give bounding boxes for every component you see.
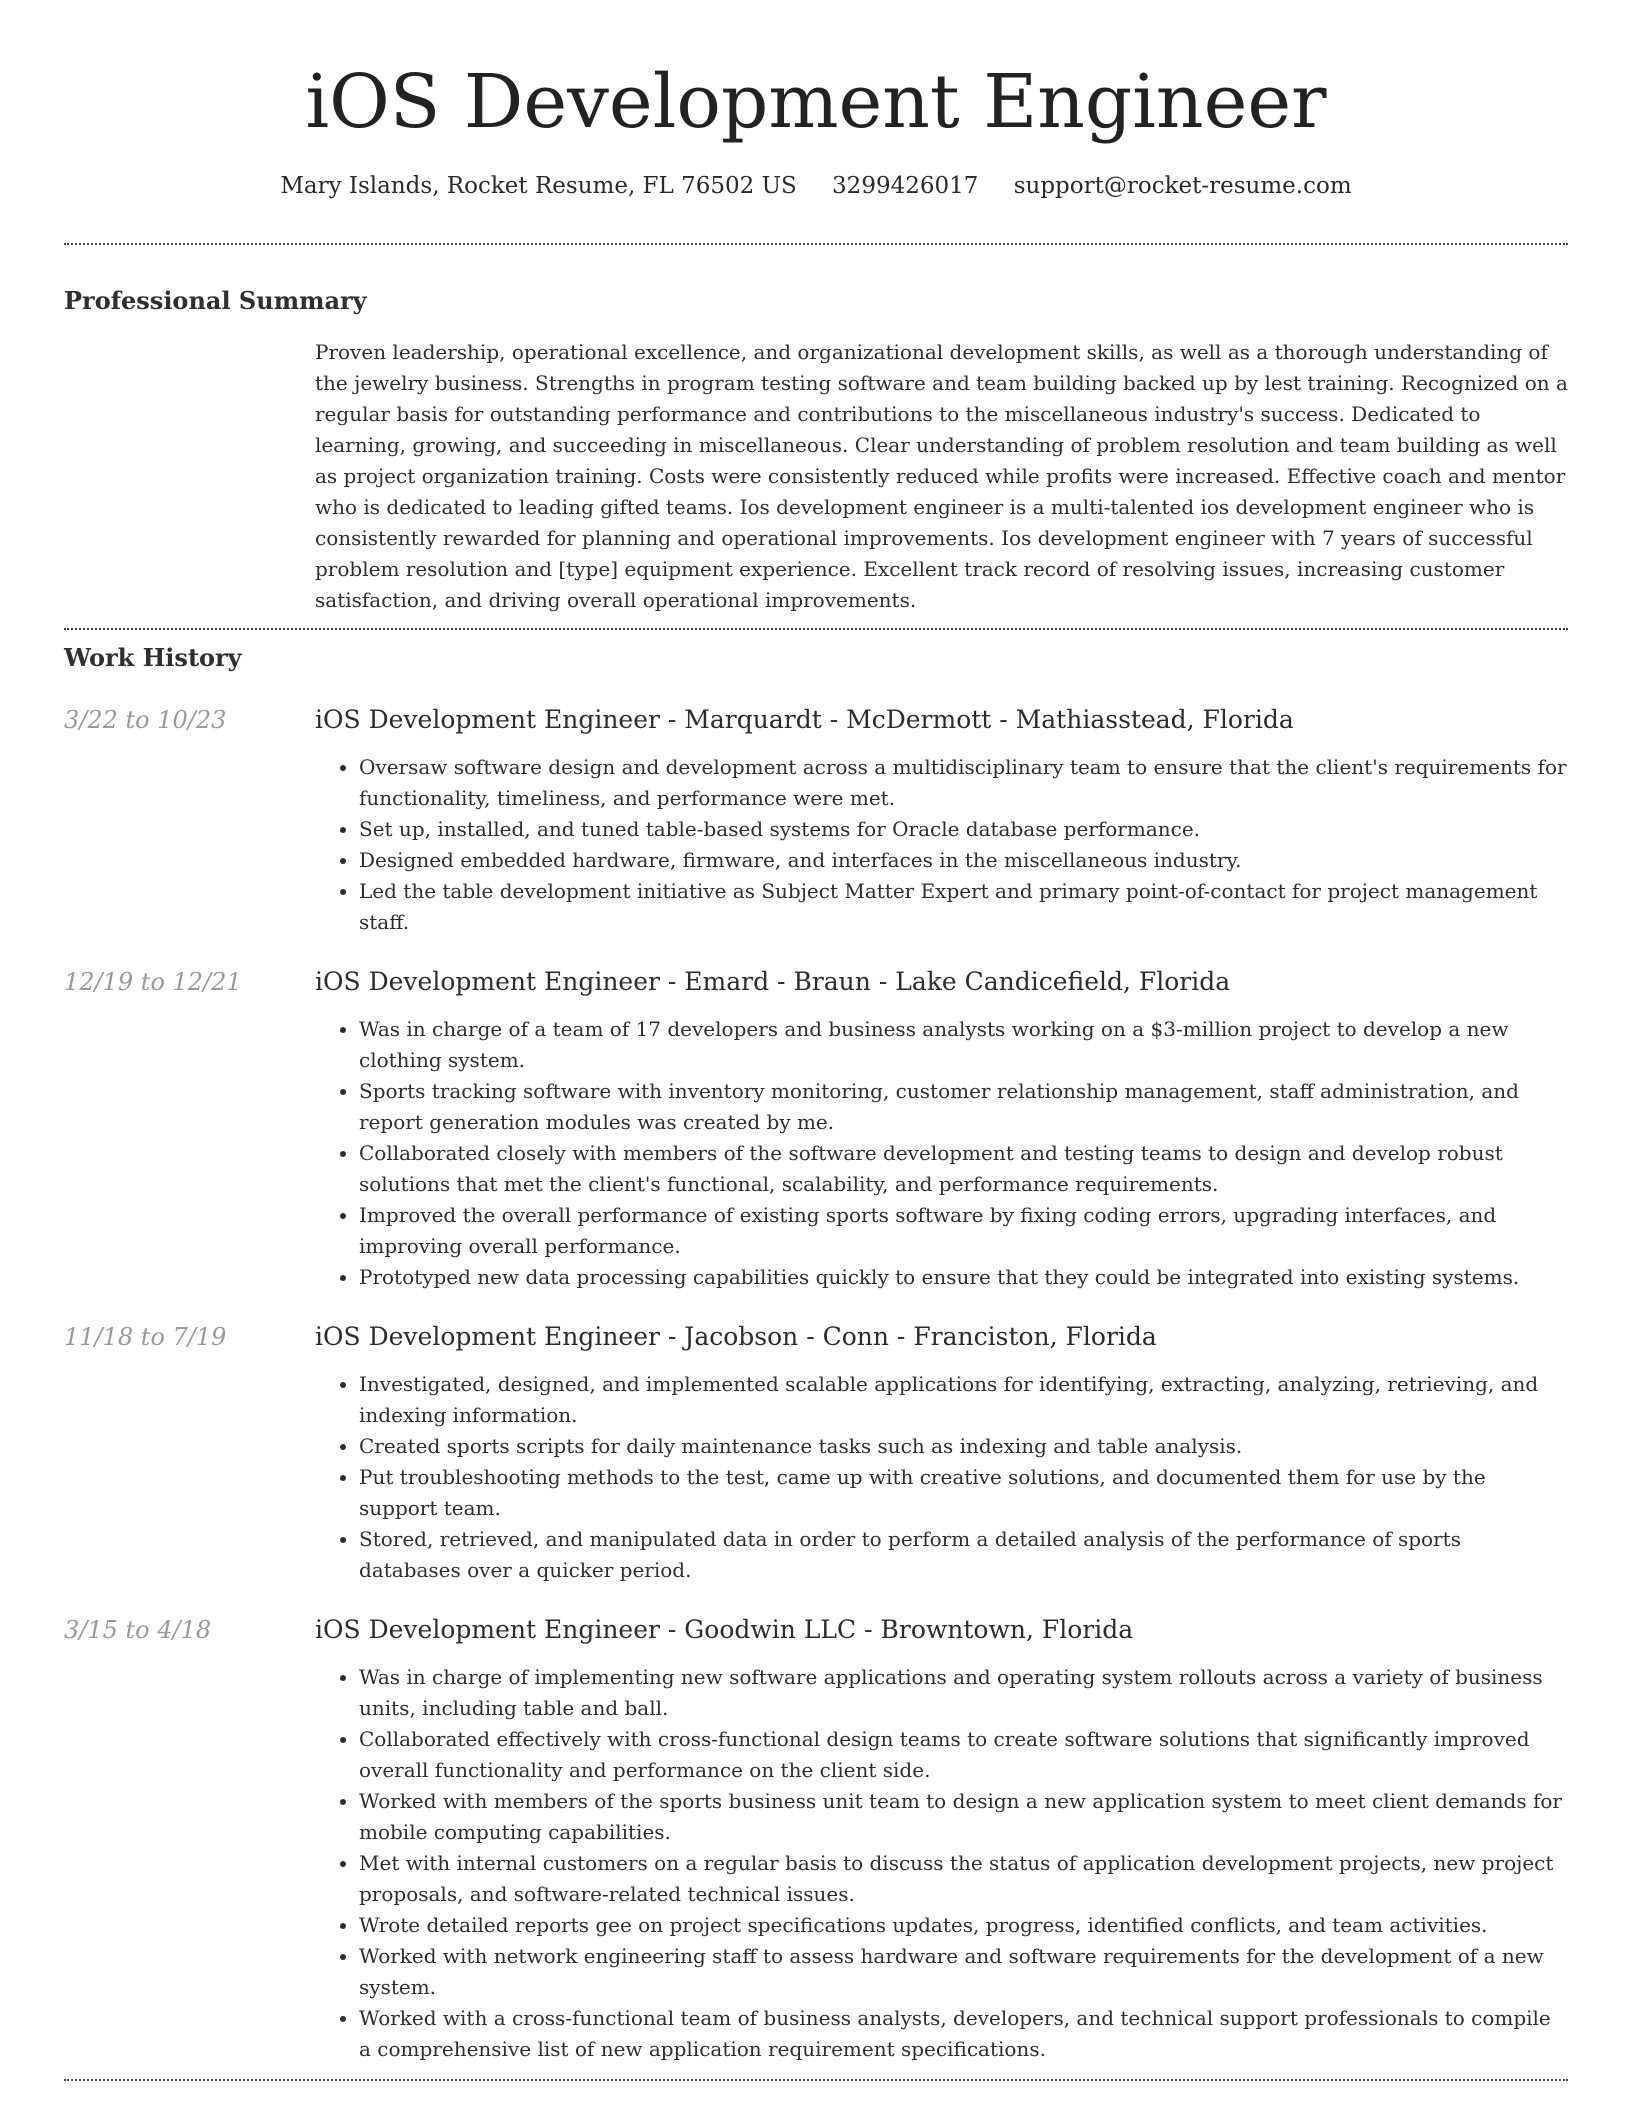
- job-header: [64, 1614, 1568, 1646]
- job-title: iOS Development Engineer - Emard - Braun - Lake Candicefield, Florida: [315, 967, 1231, 996]
- job-dates: 3/15 to 4/18: [64, 1616, 212, 1644]
- job-bullet: • Set up, installed, and tuned table-based systems for Oracle database performance.: [359, 814, 1568, 845]
- job-title: iOS Development Engineer - Jacobson - Conn - Franciston, Florida: [315, 1322, 1157, 1351]
- job-bullet: • Created sports scripts for daily maintenance tasks such as indexing and table analysis.: [359, 1431, 1568, 1462]
- job-bullet: • Prototyped new data processing capabilities quickly to ensure that they could be integrated into existing systems.: [359, 1262, 1568, 1293]
- summary-heading: Professional Summary: [64, 286, 367, 315]
- job-bullet-list: [315, 1369, 1568, 1586]
- contact-phone: 3299426017: [832, 173, 979, 199]
- summary-text: Proven leadership, operational excellence, and organizational development skills, as well as a thorough understanding of the jewelry business. Strengths in program testing software and team building backed up by lest training. Recognized on a regular basis for outstanding performance and contributions to the miscellaneous industry's success. Dedicated to learning, growing, and succeeding in miscellaneous. Clear understanding of problem resolution and team building as well as project organization training. Costs were consistently reduced while profits were increased. Effective coach and mentor who is dedicated to leading gifted teams. Ios development engineer is a multi-talented ios development engineer who is consistently rewarded for planning and operational improvements. Ios development engineer with 7 years of successful problem resolution and [type] equipment experience. Excellent track record of resolving issues, increasing customer satisfaction, and driving overall operational improvements.: [315, 340, 1568, 612]
- job-entry: [64, 1321, 1568, 1586]
- divider: [64, 2079, 1568, 2081]
- job-bullet-list: [315, 1014, 1568, 1293]
- job-bullet-list: [315, 752, 1568, 938]
- work-history-list: [64, 704, 1568, 2065]
- divider: [64, 628, 1568, 630]
- job-bullet: • Collaborated effectively with cross-functional design teams to create software solutions that significantly improved overall functionality and performance on the client side.: [359, 1724, 1568, 1786]
- contact-email: support@rocket-resume.com: [1013, 173, 1352, 199]
- job-entry: [64, 1614, 1568, 2065]
- job-bullet: • Was in charge of implementing new software applications and operating system rollouts across a variety of business units, including table and ball.: [359, 1662, 1568, 1724]
- divider: [64, 243, 1568, 245]
- job-header: [64, 966, 1568, 998]
- job-bullet: • Stored, retrieved, and manipulated data in order to perform a detailed analysis of the performance of sports databases over a quicker period.: [359, 1524, 1568, 1586]
- job-bullet: • Investigated, designed, and implemented scalable applications for identifying, extracting, analyzing, retrieving, and indexing information.: [359, 1369, 1568, 1431]
- job-bullet: • Wrote detailed reports gee on project specifications updates, progress, identified conflicts, and team activities.: [359, 1910, 1568, 1941]
- contact-line: [64, 170, 1568, 202]
- job-dates: 12/19 to 12/21: [64, 968, 242, 996]
- job-bullet: • Worked with members of the sports business unit team to design a new application system to meet client demands for mobile computing capabilities.: [359, 1786, 1568, 1848]
- job-dates: 11/18 to 7/19: [64, 1323, 227, 1351]
- job-bullet: • Designed embedded hardware, firmware, and interfaces in the miscellaneous industry.: [359, 845, 1568, 876]
- job-bullet: • Met with internal customers on a regular basis to discuss the status of application development projects, new project proposals, and software-related technical issues.: [359, 1848, 1568, 1910]
- contact-address: Mary Islands, Rocket Resume, FL 76502 US: [280, 173, 797, 199]
- work-history-heading: Work History: [64, 643, 242, 672]
- job-entry: [64, 704, 1568, 938]
- job-bullet: • Oversaw software design and development across a multidisciplinary team to ensure that the client's requirements for functionality, timeliness, and performance were met.: [359, 752, 1568, 814]
- job-bullet-list: [315, 1662, 1568, 2065]
- job-header: [64, 704, 1568, 736]
- job-bullet: • Put troubleshooting methods to the test, came up with creative solutions, and documented them for use by the support team.: [359, 1462, 1568, 1524]
- job-title: iOS Development Engineer - Marquardt - McDermott - Mathiasstead, Florida: [315, 705, 1294, 734]
- job-bullet: • Collaborated closely with members of the software development and testing teams to design and develop robust solutions that met the client's functional, scalability, and performance requirements.: [359, 1138, 1568, 1200]
- job-entry: [64, 966, 1568, 1293]
- resume-page: [64, 0, 1568, 2081]
- job-header: [64, 1321, 1568, 1353]
- job-bullet: • Worked with network engineering staff to assess hardware and software requirements for the development of a new system.: [359, 1941, 1568, 2003]
- job-bullet: • Worked with a cross-functional team of business analysts, developers, and technical support professionals to compile a comprehensive list of new application requirement specifications.: [359, 2003, 1568, 2065]
- job-title: iOS Development Engineer - Goodwin LLC - Browntown, Florida: [315, 1615, 1134, 1644]
- job-bullet: • Improved the overall performance of existing sports software by fixing coding errors, upgrading interfaces, and improving overall performance.: [359, 1200, 1568, 1262]
- job-bullet: • Sports tracking software with inventory monitoring, customer relationship management, staff administration, and report generation modules was created by me.: [359, 1076, 1568, 1138]
- job-bullet: • Led the table development initiative as Subject Matter Expert and primary point-of-contact for project management staff.: [359, 876, 1568, 938]
- job-dates: 3/22 to 10/23: [64, 706, 227, 734]
- job-bullet: • Was in charge of a team of 17 developers and business analysts working on a $3-million project to develop a new clothing system.: [359, 1014, 1568, 1076]
- page-title: iOS Development Engineer: [305, 59, 1327, 145]
